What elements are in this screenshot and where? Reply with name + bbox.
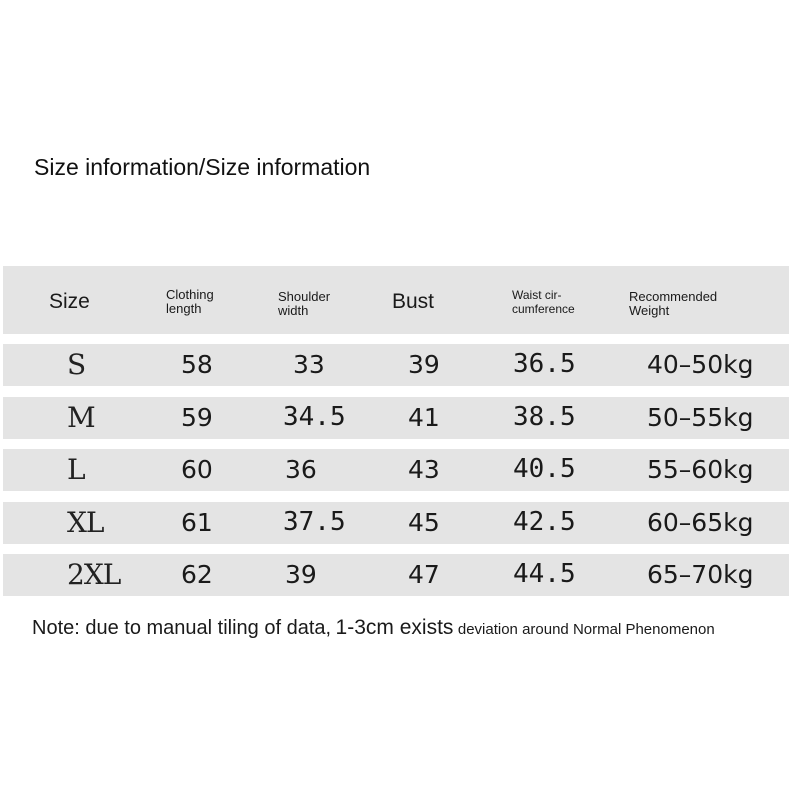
table-row-xl [3, 502, 789, 544]
header-weight-line2: Weight [629, 303, 670, 318]
cell-size: M [67, 401, 95, 434]
cell-weight: 65–70kg [647, 560, 754, 589]
cell-weight: 55–60kg [647, 455, 754, 484]
cell-bust: 45 [408, 508, 440, 537]
header-waist-line1: Waist cir- [512, 288, 562, 302]
header-clothing-length-line1: Clothing [166, 287, 214, 302]
header-bust: Bust [392, 290, 435, 313]
cell-bust: 47 [408, 560, 440, 589]
cell-weight: 50–55kg [647, 403, 754, 432]
header-weight-line1: Recommended [629, 289, 718, 304]
cell-size: L [67, 453, 85, 486]
measurement-note [32, 616, 715, 640]
cell-waist: 44.5 [513, 559, 576, 589]
header-recommended-weight [629, 290, 717, 318]
header-waist-line2: cumference [512, 302, 575, 316]
cell-length: 58 [181, 350, 213, 379]
cell-waist: 40.5 [513, 454, 576, 484]
cell-length: 60 [181, 455, 213, 484]
cell-shoulder: 34.5 [283, 402, 346, 432]
cell-bust: 43 [408, 455, 440, 484]
cell-bust: 39 [408, 350, 440, 379]
cell-shoulder: 39 [285, 560, 317, 589]
cell-weight: 40–50kg [647, 350, 754, 379]
header-clothing-length-line2: length [166, 301, 202, 316]
cell-shoulder: 37.5 [283, 507, 346, 537]
header-waist-circumference [512, 288, 575, 316]
cell-waist: 42.5 [513, 507, 576, 537]
cell-waist: 38.5 [513, 402, 576, 432]
cell-length: 59 [181, 403, 213, 432]
cell-bust: 41 [408, 403, 440, 432]
table-header-row [3, 266, 789, 334]
cell-weight: 60–65kg [647, 508, 754, 537]
header-size: Size [49, 290, 90, 313]
cell-size: 2XL [67, 558, 121, 591]
header-shoulder-width [278, 290, 330, 318]
header-shoulder-width-line2: width [278, 303, 309, 318]
page-title: Size information/Size information [34, 154, 371, 180]
cell-waist: 36.5 [513, 349, 576, 379]
cell-length: 61 [181, 508, 213, 537]
header-clothing-length [166, 288, 214, 316]
table-row-s [3, 344, 789, 386]
cell-shoulder: 33 [293, 350, 325, 379]
table-row-l [3, 449, 789, 491]
note-part-1: Note: due to manual tiling of data, [32, 617, 332, 639]
cell-size: S [67, 348, 86, 381]
cell-length: 62 [181, 560, 213, 589]
table-row-2xl [3, 554, 789, 596]
cell-shoulder: 36 [285, 455, 317, 484]
note-part-2: 1-3cm exists [335, 616, 454, 639]
header-shoulder-width-line1: Shoulder [278, 289, 331, 304]
table-row-m [3, 397, 789, 439]
note-part-3: deviation around Normal Phenomenon [457, 621, 715, 638]
cell-size: XL [67, 506, 104, 539]
